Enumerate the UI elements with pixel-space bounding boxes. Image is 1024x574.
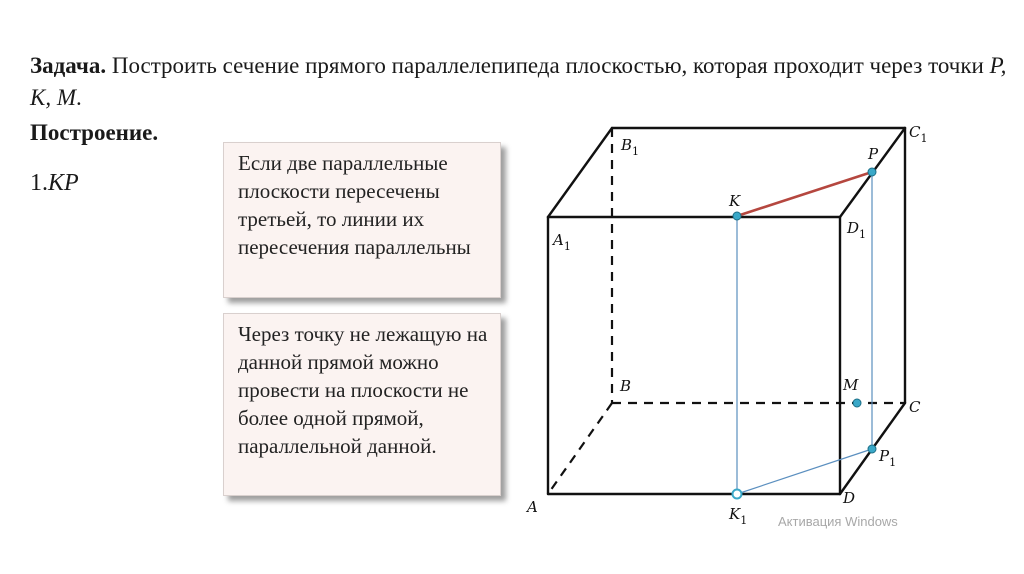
point-K (733, 212, 741, 220)
theorem-note-parallel-line: Через точку не лежащую на данной прямой можно провести на плоскости не более одной прямой, параллельной данной. (223, 313, 501, 496)
label-M: M (843, 376, 859, 394)
label-B: B (620, 377, 632, 395)
label-C1: $C_1$ (909, 123, 928, 145)
label-K1: $K_1$ (729, 505, 748, 527)
construction-title: Построение. (30, 120, 159, 145)
task-text: Построить сечение прямого параллелепипеда плоскостью, которая проходит через точки (111, 53, 984, 78)
task-lead: Задача. (30, 53, 107, 78)
label-A1: $A_1$ (553, 231, 571, 253)
point-K1 (733, 490, 742, 499)
task-points: P, K, M (30, 53, 1007, 110)
step-segment: KP (48, 170, 79, 196)
label-C: C (909, 398, 921, 416)
theorem-note-parallel-planes: Если две параллельные плоскости пересечены третьей, то линии их пересечения параллельны (223, 142, 501, 298)
point-P1 (868, 445, 876, 453)
point-P (868, 168, 876, 176)
section-line-KP (737, 172, 872, 216)
hidden-edges (548, 128, 905, 494)
point-M (853, 399, 861, 407)
label-P1: $P_1$ (879, 447, 897, 469)
line-K1-P1 (737, 449, 872, 494)
label-D: D (843, 489, 856, 507)
label-P: P (868, 145, 879, 163)
visible-edges (548, 128, 905, 494)
label-D1: $D_1$ (847, 219, 867, 241)
label-K: K (729, 192, 741, 210)
label-A: A (527, 498, 538, 516)
windows-activation-watermark: Активация Windows (778, 514, 898, 529)
step-number: 1. (30, 170, 48, 196)
edge-A-B (548, 403, 612, 494)
label-B1: $B_1$ (621, 136, 640, 158)
edge-A1-B1 (548, 128, 612, 217)
task-end: . (76, 85, 82, 110)
